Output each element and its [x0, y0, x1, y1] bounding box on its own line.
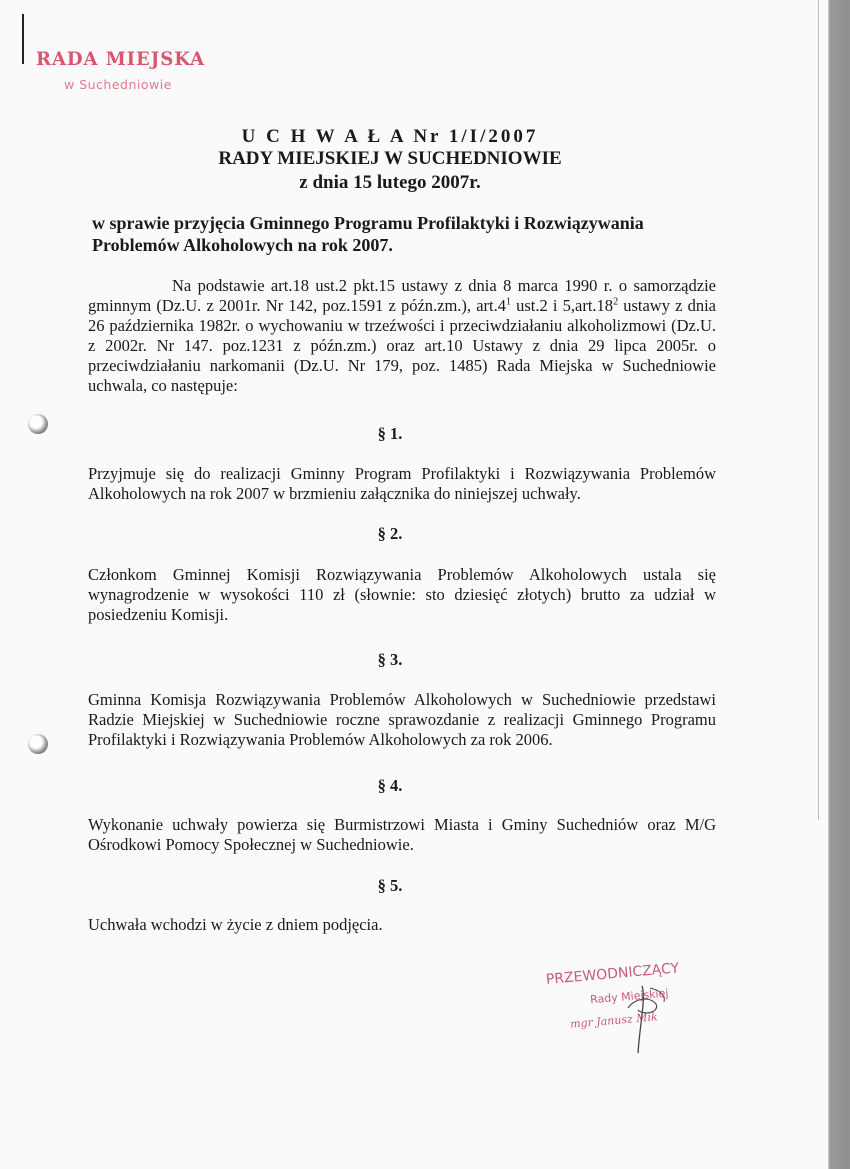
chairman-name: mgr Janusz Mik — [569, 1010, 659, 1031]
chairman-signature-block — [540, 960, 700, 1058]
margin-mark — [22, 14, 24, 64]
punch-hole-icon — [28, 734, 48, 754]
resolution-number: U C H W A Ł A Nr 1/I/2007 — [241, 126, 539, 147]
resolution-subject: w sprawie przyjęcia Gminnego Programu Profilaktyki i Rozwiązywania Problemów Alkoholowych na rok 2007. — [92, 213, 644, 255]
section-1-heading: § 1. — [377, 424, 403, 443]
chairman-stamp-subtitle: Rady Miejskiej — [589, 986, 669, 1007]
scan-edge-shadow — [828, 0, 850, 1169]
punch-hole-icon — [28, 414, 48, 434]
section-4-text: Wykonanie uchwały powierza się Burmistrzowi Miasta i Gminy Suchedniów oraz M/G Ośrodkowi Pomocy Społecznej w Suchedniowie. — [88, 815, 716, 854]
handwritten-signature-icon — [580, 968, 680, 1058]
legal-basis-paragraph: Na podstawie art.18 ust.2 pkt.15 ustawy z dnia 8 marca 1990 r. o samorządzie gminnym (Dz.U. z 2001r. Nr 142, poz.1591 z późn.zm.), $art.4^1$ ust.2 i $5,art.18^2$ ustawy z dnia 26 października 1982r. o wychowaniu w trzeźwości i przeciwdziałaniu alkoholizmowi (Dz.U. z 2002r. Nr 147. poz.1231 z późn.zm.) oraz art.10 Ustawy z dnia 29 lipca 2005r. o przeciwdziałaniu narkomanii (Dz.U. Nr 179, poz. 1485) Rada Miejska w Suchedniowie uchwala, co następuje: — [88, 276, 716, 395]
section-3-heading: § 3. — [377, 650, 403, 669]
issuing-body: RADY MIEJSKIEJ W SUCHEDNIOWIE — [218, 148, 562, 169]
resolution-date: z dnia 15 lutego 2007r. — [299, 172, 481, 193]
section-5-heading: § 5. — [377, 876, 403, 895]
page-fold-line — [818, 0, 819, 820]
council-stamp-title: RADA MIEJSKA — [36, 48, 206, 70]
section-4-heading: § 4. — [377, 776, 403, 795]
section-2-text: Członkom Gminnej Komisji Rozwiązywania Problemów Alkoholowych ustala się wynagrodzenie w wysokości 110 zł (słownie: sto dziesięć złotych) brutto za udział w posiedzeniu Komisji. — [88, 565, 716, 624]
chairman-stamp-title: PRZEWODNICZĄCY — [545, 960, 680, 988]
section-1-text: Przyjmuje się do realizacji Gminny Program Profilaktyki i Rozwiązywania Problemów Alkoholowych na rok 2007 w brzmieniu załącznika do niniejszej uchwały. — [88, 464, 716, 503]
council-stamp-subtitle: w Suchedniowie — [64, 77, 172, 92]
section-5-text: Uchwała wchodzi w życie z dniem podjęcia. — [88, 915, 383, 934]
section-3-text: Gminna Komisja Rozwiązywania Problemów Alkoholowych w Suchedniowie przedstawi Radzie Miejskiej w Suchedniowie roczne sprawozdanie z realizacji Gminnego Programu Profilaktyki i Rozwiązywania Problemów Alkoholowych za rok 2006. — [88, 690, 716, 749]
section-2-heading: § 2. — [377, 524, 403, 543]
